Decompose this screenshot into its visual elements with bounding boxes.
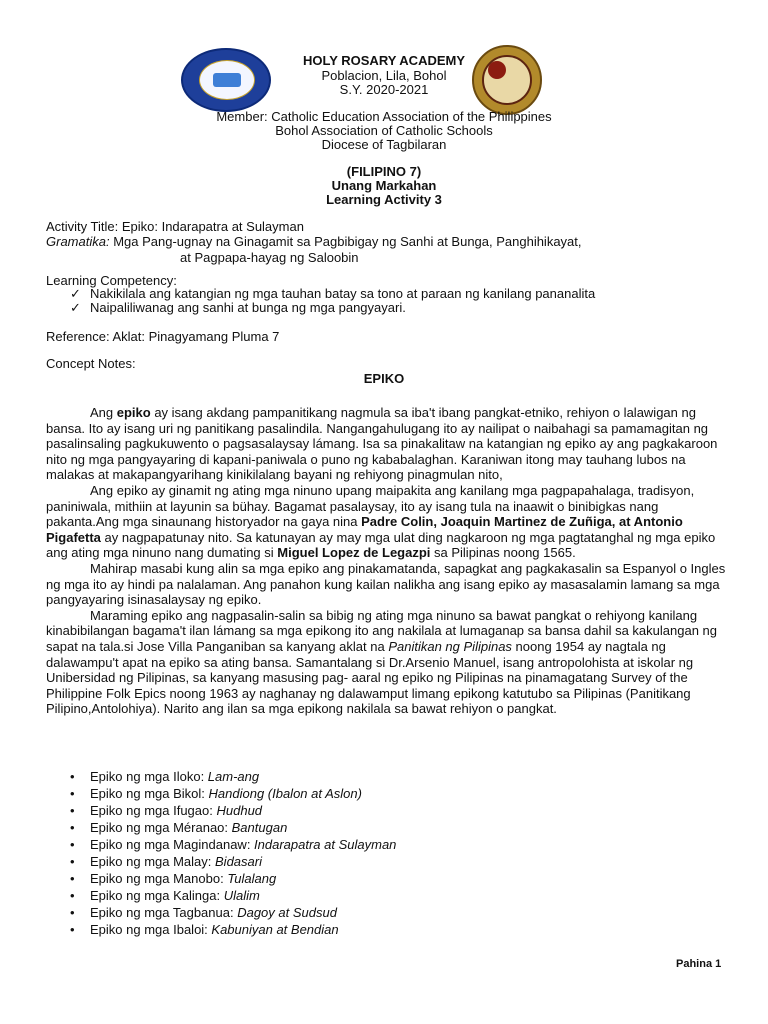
subject-title: (FILIPINO 7) (346, 164, 422, 179)
list-item: • Epiko ng mga Iloko: Lam-ang (70, 768, 396, 785)
quarter-title: Unang Markahan (331, 178, 437, 193)
list-item: • Epiko ng mga Bikol: Handiong (Ibalon at Aslon) (70, 785, 396, 802)
competency-item: ✓ Nakikilala ang katangian ng mga tauhan batay sa tono at paraan ng kanilang pananalita (70, 286, 596, 301)
competency-item: ✓ Naipaliliwanag ang sanhi at bunga ng mga pangyayari. (70, 300, 406, 315)
school-address: Poblacion, Lila, Bohol (321, 68, 447, 83)
paragraph-4: Maraming epiko ang nagpasalin-salin sa bibig ng ating mga ninuno sa bawat pangkat o rehiyong kanilang kinabibilangan bagama't ilan lámang sa mga epikong ito ang nakilala at lumaganap sa bansa dahil sa kakulangan ng sapat na tala.si Jose Villa Panganiban sa kanyang aklat na Panitikan ng Pilipinas noong 1954 ay nagtala ng dalawampu't apat na epiko sa ating bansa. Samantalang si Dr.Arsenio Manuel, isang antropolohista at iskolar ng Unibersidad ng Pilipinas, sa kanyang masusing pag- aaral ng epiko ng Pilipinas na pinamagatang Survey of the Philippine Folk Epics noong 1963 ay naghanay ng dalawamput limang epikong katutubo sa Pilipinas (Panitikang Pilipino,Antolohiya). Narito ang ilan sa mga epikong nakilala sa bawat rehiyon o pangkat. (46, 607, 718, 717)
body-text (46, 405, 726, 717)
reference: Reference: Aklat: Pinagyamang Pluma 7 (46, 329, 280, 344)
gramatika-label: Gramatika: (46, 234, 110, 249)
list-item: • Epiko ng mga Malay: Bidasari (70, 853, 396, 870)
gramatika-continued: at Pagpapa-hayag ng Saloobin (180, 250, 359, 265)
list-item: • Epiko ng mga Tagbanua: Dagoy at Sudsud (70, 904, 396, 921)
school-year: S.Y. 2020-2021 (339, 82, 429, 97)
page-number: Pahina 1 (676, 958, 722, 970)
list-item: • Epiko ng mga Ibaloi: Kabuniyan at Bendian (70, 921, 396, 938)
checkmark-icon: ✓ (70, 286, 81, 301)
gramatika-text: Mga Pang-ugnay na Ginagamit sa Pagbibigay ng Sanhi at Bunga, Panghihikayat, (109, 234, 582, 249)
epic-list (70, 768, 396, 938)
paragraph-1: Ang epiko ay isang akdang pampanitikang nagmula sa iba't ibang pangkat-etniko, rehiyon o lalawigan ng bansa. Ito ay isang uri ng panitikang pasalindila. Nangangahulugang ito ay nailipat o naibahagi sa pamamagitan ng pasalinsaling pagkukuwento o pagsasalaysay lámang. Isa sa pinakalitaw na katangian ng epiko ay ang pagkakaroon nito ng mga pangyayaring di kapani-paniwala o puno ng kababalaghan. Karaniwan itong may tauhang lubos na malakas at makapangyarihang kinikilalang bayani ng rehiyong pinagmulan nito, (46, 405, 718, 483)
list-item: • Epiko ng mga Manobo: Tulalang (70, 870, 396, 887)
gramatika-line (46, 234, 582, 250)
school-name: HOLY ROSARY ACADEMY (302, 53, 466, 68)
paragraph-3: Mahirap masabi kung alin sa mga epiko ang pinakamatanda, sapagkat ang pagkakasalin sa Espanyol o Ingles ng mga ito ay hindi pa nalalaman. Ang panahon kung kailan nalikha ang isang epiko ay masasalamin lamang sa mga pangyayaring isinasalaysay ng epiko. (46, 560, 726, 608)
member-line-3: Diocese of Tagbilaran (321, 137, 447, 152)
list-item: • Epiko ng mga Ifugao: Hudhud (70, 802, 396, 819)
activity-title: Activity Title: Epiko: Indarapatra at Sulayman (46, 219, 304, 234)
list-item: • Epiko ng mga Méranao: Bantugan (70, 819, 396, 836)
list-item: • Epiko ng mga Magindanaw: Indarapatra at Sulayman (70, 836, 396, 853)
competency-label: Learning Competency: (46, 273, 177, 288)
checkmark-icon: ✓ (70, 300, 81, 315)
member-line-1: Member: Catholic Education Association of the Philippines (216, 109, 552, 124)
list-item: • Epiko ng mga Kalinga: Ulalim (70, 887, 396, 904)
concept-notes-label: Concept Notes: (46, 356, 136, 371)
member-line-2: Bohol Association of Catholic Schools (275, 123, 493, 138)
section-heading: EPIKO (363, 371, 405, 386)
activity-number: Learning Activity 3 (326, 192, 442, 207)
paragraph-2: Ang epiko ay ginamit ng ating mga ninuno upang maipakita ang kanilang mga pagpapahalaga, tradisyon, paniniwala, mithiin at layunin sa bühay. Bagamat pasalaysay, ito ay isang tula na inaawit o binibigkas nang pakanta.Ang mga sinaunang historyador na gaya nina Padre Colin, Joaquin Martinez de Zuñiga, at Antonio Pigafetta ay nagpapatunay nito. Sa katunayan ay may mga ulat ding nagkaroon ng mga pagtatanghal ng mga epiko ang ating mga ninuno nang dumating si Miguel Lopez de Legazpi sa Pilipinas noong 1565. (46, 482, 716, 561)
